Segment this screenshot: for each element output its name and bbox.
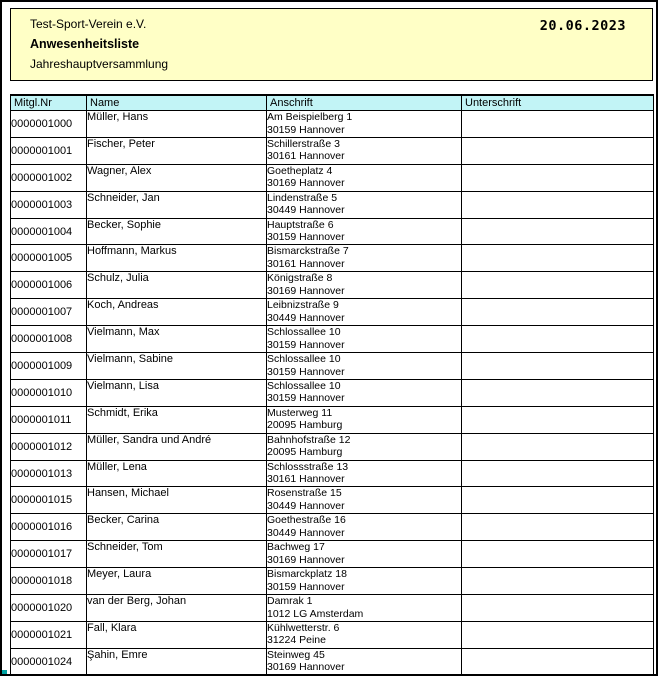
member-id-cell: 0000001016	[11, 514, 87, 541]
signature-cell	[462, 433, 654, 460]
member-id-cell: 0000001013	[11, 460, 87, 487]
address-city-line: 30449 Hannover	[267, 526, 345, 539]
signature-cell	[462, 245, 654, 272]
member-address-cell	[267, 272, 462, 299]
signature-cell	[462, 111, 654, 138]
address-street-line: Schlossallee 10	[267, 326, 341, 339]
address-street-line: Goethestraße 16	[267, 514, 346, 527]
member-address-cell	[267, 648, 462, 675]
address-street-line: Bismarckstraße 7	[267, 245, 349, 258]
member-address-cell	[267, 621, 462, 648]
member-address-cell	[267, 460, 462, 487]
member-name-cell: Müller, Lena	[87, 460, 267, 487]
signature-cell	[462, 299, 654, 326]
member-name-cell: Becker, Carina	[87, 514, 267, 541]
table-row	[11, 568, 654, 595]
table-row	[11, 433, 654, 460]
address-street-line: Lindenstraße 5	[267, 191, 338, 204]
column-header-unterschrift: Unterschrift	[462, 95, 654, 111]
member-address-cell	[267, 111, 462, 138]
address-street-line: Schlossstraße 13	[267, 460, 349, 473]
address-city-line: 30449 Hannover	[267, 311, 345, 324]
signature-cell	[462, 460, 654, 487]
address-street-line: Kühlwetterstr. 6	[267, 621, 340, 634]
signature-cell	[462, 514, 654, 541]
signature-cell	[462, 487, 654, 514]
report-subtitle: Jahreshauptversammlung	[30, 57, 169, 71]
member-name-cell: Schulz, Julia	[87, 272, 267, 299]
table-row	[11, 541, 654, 568]
report-date: 20.06.2023	[539, 18, 626, 34]
report-title: Anwesenheitsliste	[30, 37, 140, 51]
signature-cell	[462, 406, 654, 433]
address-street-line: Am Beispielberg 1	[267, 111, 353, 123]
table-row	[11, 299, 654, 326]
member-address-cell	[267, 406, 462, 433]
member-address-cell	[267, 595, 462, 622]
member-id-cell: 0000001011	[11, 406, 87, 433]
member-name-cell: Müller, Sandra und André	[87, 433, 267, 460]
address-city-line: 30159 Hannover	[267, 580, 345, 593]
address-street-line: Damrak 1	[267, 595, 313, 608]
member-id-cell: 0000001018	[11, 568, 87, 595]
member-table-body	[11, 111, 654, 676]
column-header-name: Name	[87, 95, 267, 111]
member-name-cell: Hoffmann, Markus	[87, 245, 267, 272]
address-street-line: Königstraße 8	[267, 272, 333, 285]
member-id-cell: 0000001007	[11, 299, 87, 326]
corner-artifact-mark	[2, 670, 7, 676]
member-address-cell	[267, 487, 462, 514]
member-address-cell	[267, 433, 462, 460]
address-city-line: 30169 Hannover	[267, 284, 345, 297]
member-name-cell: Schneider, Tom	[87, 541, 267, 568]
member-address-cell	[267, 514, 462, 541]
member-id-cell: 0000001010	[11, 379, 87, 406]
address-city-line: 30161 Hannover	[267, 257, 345, 270]
signature-cell	[462, 379, 654, 406]
member-id-cell: 0000001002	[11, 164, 87, 191]
table-row	[11, 648, 654, 675]
table-row	[11, 514, 654, 541]
member-id-cell: 0000001024	[11, 648, 87, 675]
address-street-line: Schlossallee 10	[267, 379, 341, 392]
member-address-cell	[267, 191, 462, 218]
address-street-line: Hauptstraße 6	[267, 218, 334, 231]
signature-cell	[462, 137, 654, 164]
table-row	[11, 460, 654, 487]
address-street-line: Bismarckplatz 18	[267, 568, 347, 581]
address-city-line: 30161 Hannover	[267, 473, 345, 486]
member-address-cell	[267, 379, 462, 406]
member-id-cell: 0000001008	[11, 326, 87, 353]
table-row	[11, 137, 654, 164]
attendance-table	[10, 94, 654, 676]
member-name-cell: Müller, Hans	[87, 111, 267, 138]
address-city-line: 30161 Hannover	[267, 150, 345, 163]
table-row	[11, 406, 654, 433]
address-city-line: 30169 Hannover	[267, 661, 345, 674]
signature-cell	[462, 326, 654, 353]
address-street-line: Schlossallee 10	[267, 353, 341, 366]
report-header	[10, 8, 653, 81]
member-id-cell: 0000001017	[11, 541, 87, 568]
member-name-cell: Şahin, Emre	[87, 648, 267, 675]
signature-cell	[462, 621, 654, 648]
address-city-line: 30449 Hannover	[267, 204, 345, 217]
address-city-line: 20095 Hamburg	[267, 446, 343, 459]
table-row	[11, 111, 654, 138]
signature-cell	[462, 164, 654, 191]
org-name: Test-Sport-Verein e.V.	[30, 17, 147, 31]
address-street-line: Steinweg 45	[267, 648, 325, 661]
column-header-mitglnr: Mitgl.Nr	[11, 95, 87, 111]
address-city-line: 30159 Hannover	[267, 365, 345, 378]
address-city-line: 30169 Hannover	[267, 177, 345, 190]
address-city-line: 30159 Hannover	[267, 123, 345, 136]
member-id-cell: 0000001000	[11, 111, 87, 138]
member-id-cell: 0000001006	[11, 272, 87, 299]
signature-cell	[462, 353, 654, 380]
signature-cell	[462, 541, 654, 568]
column-header-anschrift: Anschrift	[267, 95, 462, 111]
member-name-cell: Fischer, Peter	[87, 137, 267, 164]
member-name-cell: van der Berg, Johan	[87, 595, 267, 622]
member-id-cell: 0000001015	[11, 487, 87, 514]
member-name-cell: Vielmann, Lisa	[87, 379, 267, 406]
member-address-cell	[267, 541, 462, 568]
table-row	[11, 595, 654, 622]
table-row	[11, 621, 654, 648]
address-street-line: Musterweg 11	[267, 406, 333, 419]
member-id-cell: 0000001001	[11, 137, 87, 164]
member-id-cell: 0000001012	[11, 433, 87, 460]
address-city-line: 30159 Hannover	[267, 231, 345, 244]
table-row	[11, 164, 654, 191]
address-city-line: 31224 Peine	[267, 634, 326, 647]
address-city-line: 20095 Hamburg	[267, 419, 343, 432]
address-street-line: Bahnhofstraße 12	[267, 433, 351, 446]
member-id-cell: 0000001005	[11, 245, 87, 272]
member-name-cell: Koch, Andreas	[87, 299, 267, 326]
member-name-cell: Vielmann, Max	[87, 326, 267, 353]
table-row	[11, 353, 654, 380]
table-row	[11, 245, 654, 272]
member-name-cell: Hansen, Michael	[87, 487, 267, 514]
member-name-cell: Vielmann, Sabine	[87, 353, 267, 380]
signature-cell	[462, 191, 654, 218]
member-address-cell	[267, 299, 462, 326]
address-city-line: 1012 LG Amsterdam	[267, 607, 364, 620]
member-id-cell: 0000001009	[11, 353, 87, 380]
member-address-cell	[267, 137, 462, 164]
member-address-cell	[267, 245, 462, 272]
table-row	[11, 326, 654, 353]
address-street-line: Rosenstraße 15	[267, 487, 342, 500]
address-city-line: 30449 Hannover	[267, 499, 345, 512]
signature-cell	[462, 218, 654, 245]
address-city-line: 30159 Hannover	[267, 338, 345, 351]
address-city-line: 30169 Hannover	[267, 553, 345, 566]
member-name-cell: Fall, Klara	[87, 621, 267, 648]
table-header-row	[11, 95, 654, 111]
address-street-line: Goetheplatz 4	[267, 164, 333, 177]
signature-cell	[462, 568, 654, 595]
signature-cell	[462, 272, 654, 299]
table-row	[11, 218, 654, 245]
member-id-cell: 0000001021	[11, 621, 87, 648]
member-name-cell: Becker, Sophie	[87, 218, 267, 245]
report-header-lines	[30, 14, 168, 74]
table-row	[11, 191, 654, 218]
member-name-cell: Schneider, Jan	[87, 191, 267, 218]
member-name-cell: Wagner, Alex	[87, 164, 267, 191]
address-city-line: 30159 Hannover	[267, 392, 345, 405]
signature-cell	[462, 648, 654, 675]
table-row	[11, 272, 654, 299]
member-id-cell: 0000001004	[11, 218, 87, 245]
member-name-cell: Schmidt, Erika	[87, 406, 267, 433]
member-address-cell	[267, 353, 462, 380]
member-id-cell: 0000001003	[11, 191, 87, 218]
member-address-cell	[267, 568, 462, 595]
address-street-line: Bachweg 17	[267, 541, 325, 554]
address-street-line: Leibnizstraße 9	[267, 299, 339, 312]
member-name-cell: Meyer, Laura	[87, 568, 267, 595]
table-row	[11, 487, 654, 514]
address-street-line: Schillerstraße 3	[267, 137, 340, 150]
signature-cell	[462, 595, 654, 622]
member-id-cell: 0000001020	[11, 595, 87, 622]
member-address-cell	[267, 164, 462, 191]
member-address-cell	[267, 218, 462, 245]
table-row	[11, 379, 654, 406]
member-address-cell	[267, 326, 462, 353]
